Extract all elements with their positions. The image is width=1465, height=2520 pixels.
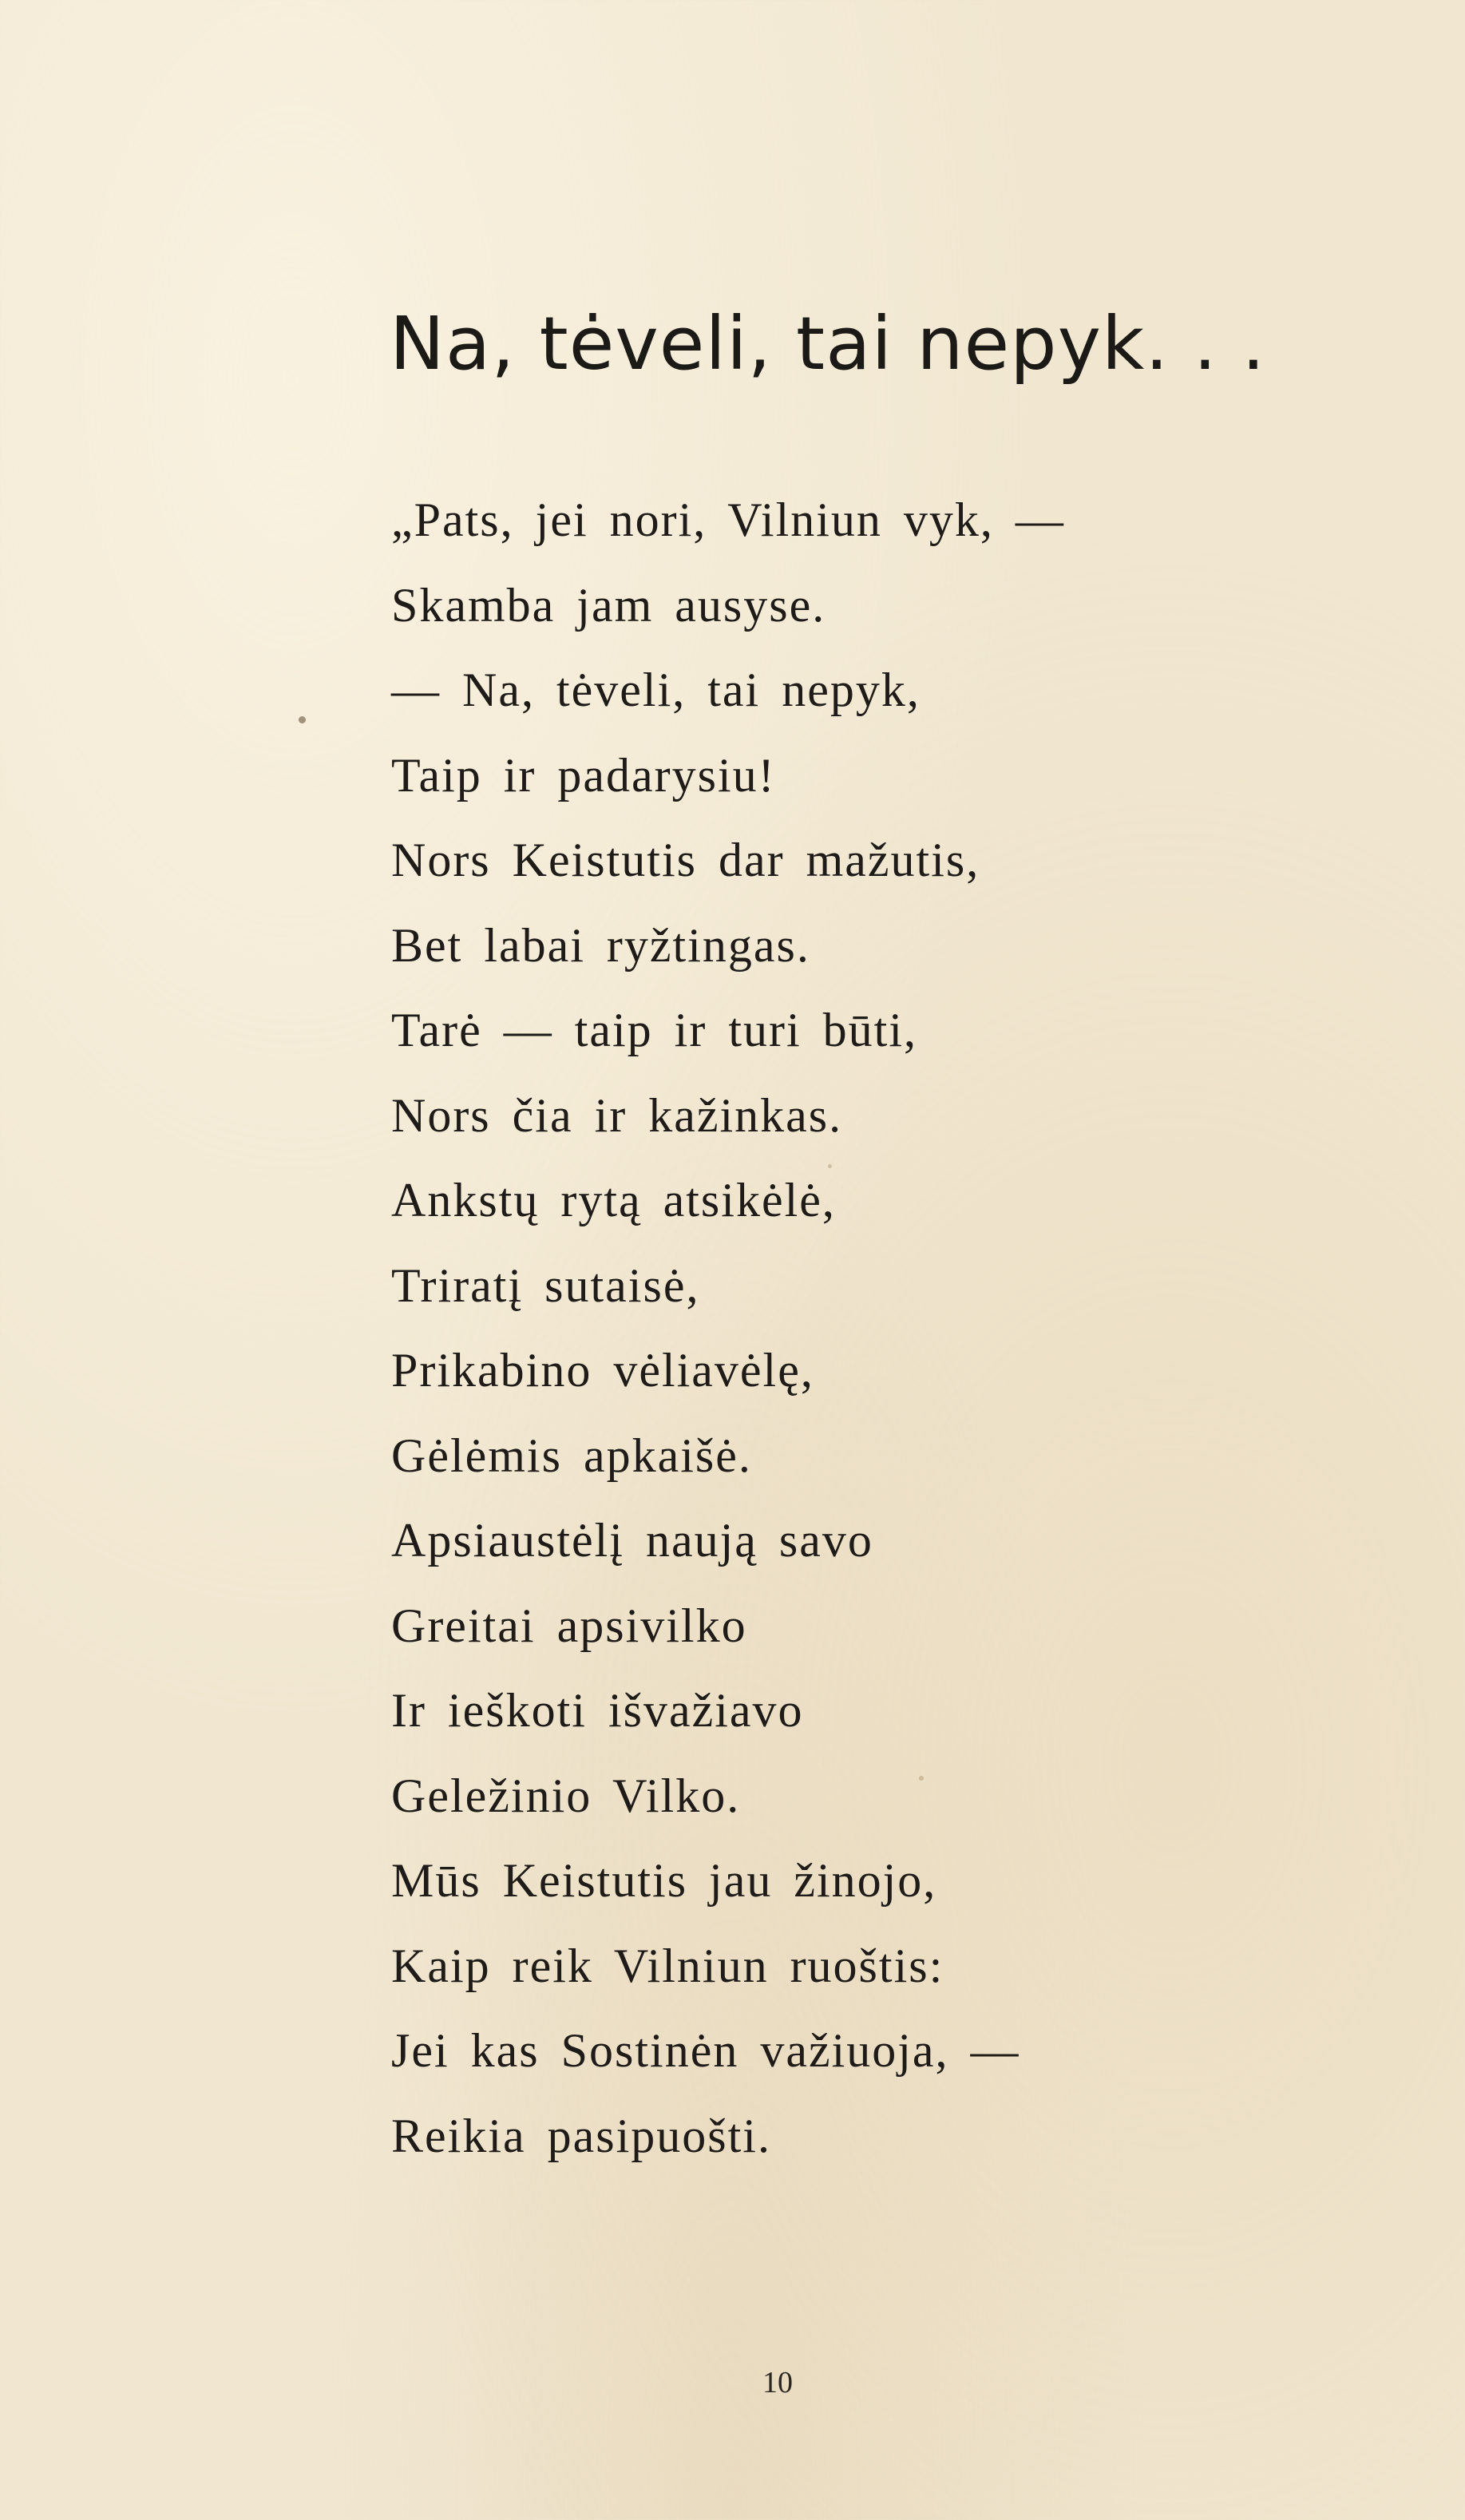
poem-line: Kaip reik Vilniun ruoštis: — [391, 1939, 944, 1992]
poem-line: Geležinio Vilko. — [391, 1769, 741, 1822]
poem-line: Greitai apsivilko — [391, 1599, 747, 1652]
poem-line: Ankstų rytą atsikėlė, — [391, 1174, 836, 1226]
poem-line: Nors Keistutis dar mažutis, — [391, 834, 980, 886]
poem-title: Na, tėveli, tai nepyk. . . — [390, 301, 1266, 386]
paper-speck — [299, 716, 306, 723]
paper-speck — [919, 1776, 924, 1781]
poem-line: Bet labai ryžtingas. — [391, 918, 810, 972]
poem-line: — Na, tėveli, tai nepyk, — [391, 664, 921, 716]
poem-line: Skamba jam ausyse. — [391, 578, 826, 632]
poem-line: „Pats, jei nori, Vilniun vyk, — — [391, 493, 1065, 546]
poem-line: Reikia pasipuošti. — [391, 2109, 771, 2162]
poem-line: Prikabino vėliavėlę, — [391, 1344, 814, 1397]
page-number: 10 — [762, 2366, 793, 2399]
poem-line: Ir ieškoti išvažiavo — [391, 1684, 804, 1737]
paper-speck — [828, 1164, 832, 1168]
poem-body — [391, 477, 1065, 2178]
poem-line: Nors čia ir kažinkas. — [391, 1088, 843, 1142]
poem-line: Mūs Keistutis jau žinojo, — [391, 1854, 937, 1907]
poem-line: Jei kas Sostinėn važiuoja, — — [391, 2024, 1020, 2077]
poem-line: Gėlėmis apkaišė. — [391, 1428, 752, 1482]
poem-line: Taip ir padarysiu! — [391, 748, 776, 802]
poem-line: Apsiaustėlį naują savo — [391, 1514, 873, 1567]
poem-line: Triratį sutaisė, — [391, 1258, 700, 1312]
poem-line: Tarė — taip ir turi būti, — [391, 1004, 917, 1056]
